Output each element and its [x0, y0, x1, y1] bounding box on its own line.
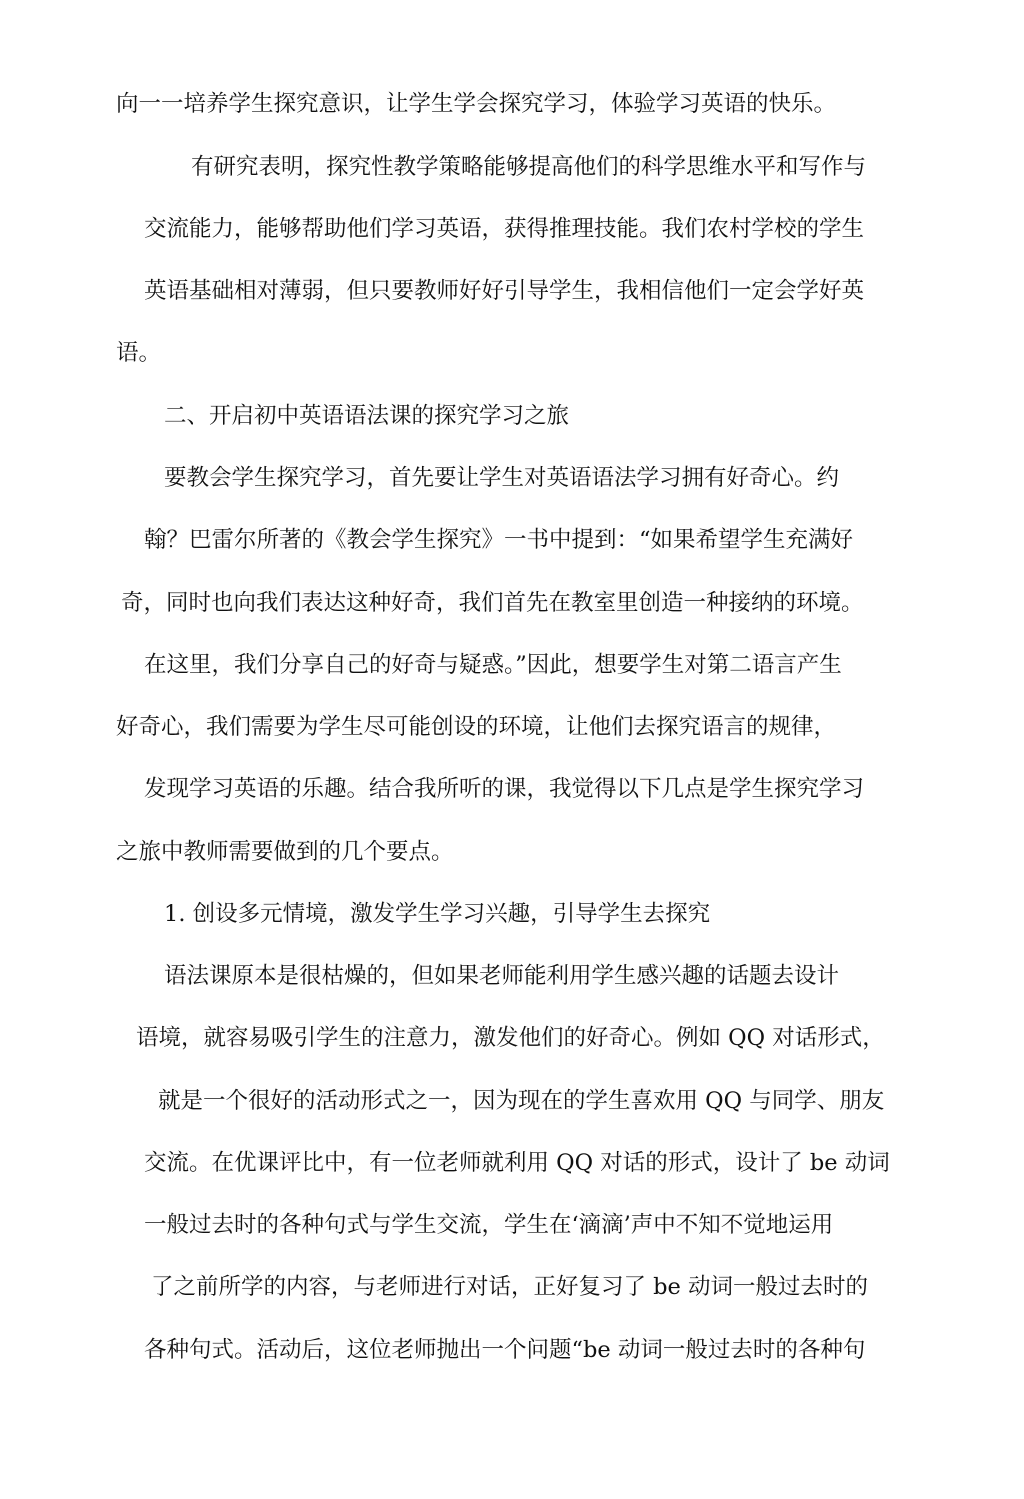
subsection-heading: 1. 创设多元情境，激发学生学习兴趣，引导学生去探究 [164, 901, 711, 927]
text-line: 发现学习英语的乐趣。结合我所听的课，我觉得以下几点是学生探究学习 [144, 776, 865, 802]
text-line: 英语基础相对薄弱，但只要教师好好引导学生，我相信他们一定会学好英 [144, 278, 865, 304]
text-line: 奇，同时也向我们表达这种好奇，我们首先在教室里创造一种接纳的环境。 [121, 590, 864, 616]
text-line: 就是一个很好的活动形式之一，因为现在的学生喜欢用 QQ 与同学、朋友 [158, 1088, 885, 1114]
text-line: 在这里，我们分享自己的好奇与疑惑。”因此，想要学生对第二语言产生 [144, 652, 842, 678]
text-line: 一般过去时的各种句式与学生交流，学生在‘滴滴’声中不知不觉地运用 [144, 1212, 834, 1238]
text-line: 了之前所学的内容，与老师进行对话，正好复习了 be 动词一般过去时的 [151, 1274, 869, 1300]
section-heading: 二、开启初中英语语法课的探究学习之旅 [164, 403, 570, 429]
text-line: 要教会学生探究学习，首先要让学生对英语语法学习拥有好奇心。约 [164, 465, 840, 491]
text-line: 交流能力，能够帮助他们学习英语，获得推理技能。我们农村学校的学生 [144, 216, 865, 242]
text-line: 语法课原本是很枯燥的，但如果老师能利用学生感兴趣的话题去设计 [164, 963, 840, 989]
text-line: 语。 [116, 340, 162, 366]
text-line: 各种句式。活动后，这位老师抛出一个问题“be 动词一般过去时的各种句 [144, 1337, 866, 1363]
text-line: 翰？巴雷尔所著的《教会学生探究》一书中提到：“如果希望学生充满好 [144, 527, 854, 553]
text-line: 向一一培养学生探究意识，让学生学会探究学习，体验学习英语的快乐。 [116, 91, 837, 117]
text-line: 好奇心，我们需要为学生尽可能创设的环境，让他们去探究语言的规律， [116, 714, 837, 740]
text-line: 之旅中教师需要做到的几个要点。 [116, 839, 454, 865]
text-line: 有研究表明，探究性教学策略能够提高他们的科学思维水平和写作与 [191, 154, 867, 180]
text-line: 语境，就容易吸引学生的注意力，激发他们的好奇心。例如 QQ 对话形式， [136, 1025, 885, 1051]
text-line: 交流。在优课评比中，有一位老师就利用 QQ 对话的形式，设计了 be 动词 [144, 1150, 890, 1176]
